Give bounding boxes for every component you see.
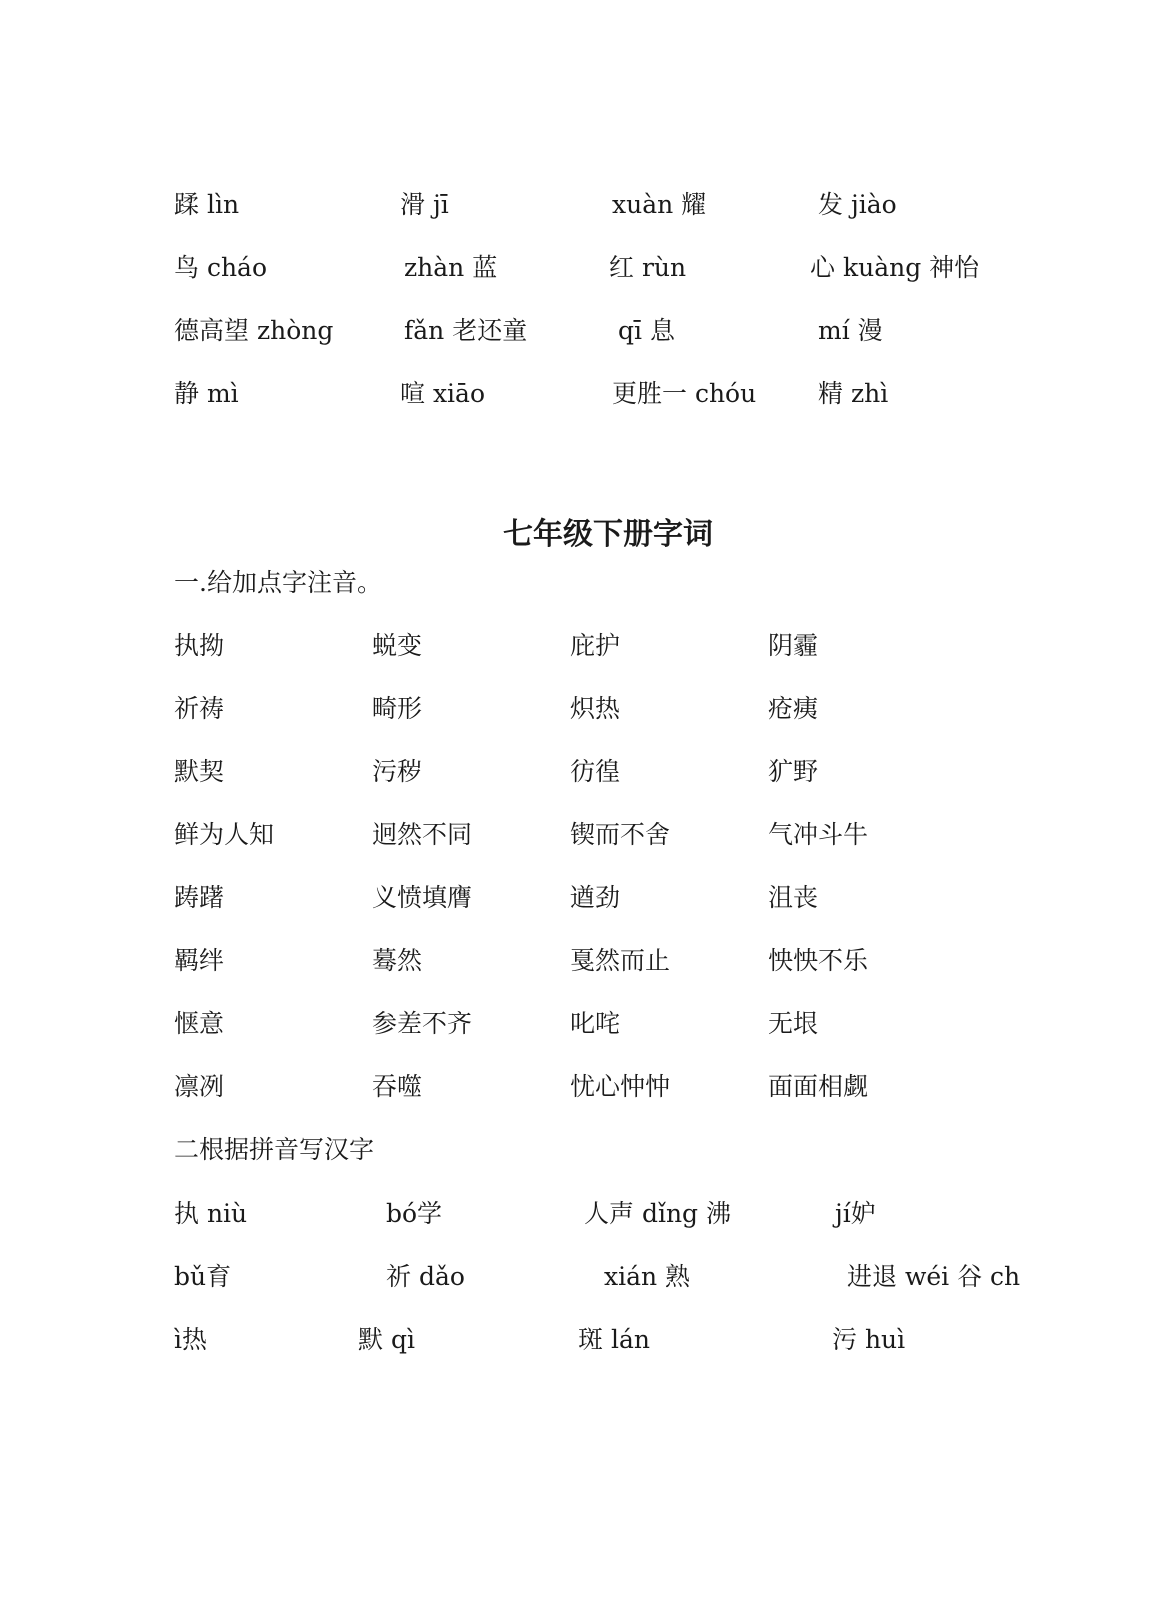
top-cell: 红 rùn (609, 253, 687, 282)
word-cell: 炽热 (570, 694, 621, 723)
word-cell: 蓦然 (372, 946, 423, 975)
word-cell: 默契 (174, 757, 225, 786)
word-cell: 面面相觑 (768, 1072, 869, 1101)
top-cell: fǎn 老还童 (404, 316, 528, 345)
word-cell: 吞噬 (372, 1072, 423, 1101)
pinyin-cell: xián 熟 (604, 1262, 691, 1291)
word-cell: 蜕变 (372, 631, 423, 660)
top-cell: qī 息 (618, 316, 675, 345)
pinyin-cell: 执 niù (174, 1199, 248, 1228)
word-cell: 凛冽 (174, 1072, 225, 1101)
word-cell: 祈祷 (174, 694, 225, 723)
top-cell: 德高望 zhòng (174, 316, 334, 345)
top-cell: 鸟 cháo (174, 253, 268, 282)
word-cell: 迥然不同 (372, 820, 473, 849)
word-cell: 戛然而止 (570, 946, 671, 975)
word-cell: 阴霾 (768, 631, 819, 660)
top-cell: 发 jiào (818, 190, 897, 219)
pinyin-cell: bó学 (386, 1199, 443, 1228)
pinyin-cell: 进退 wéi 谷 ch (847, 1262, 1021, 1291)
word-cell: 踌躇 (174, 883, 225, 912)
top-cell: 滑 jī (400, 190, 449, 219)
part2-heading: 二根据拼音写汉字 (174, 1135, 375, 1164)
word-cell: 忧心忡忡 (570, 1072, 671, 1101)
word-cell: 叱咤 (570, 1009, 621, 1038)
top-cell: xuàn 耀 (612, 190, 707, 219)
part1-heading: 一.给加点字注音。 (174, 568, 382, 597)
top-cell: 静 mì (174, 379, 239, 408)
word-cell: 畸形 (372, 694, 423, 723)
word-cell: 庇护 (570, 631, 621, 660)
section-title: 七年级下册字词 (503, 517, 713, 552)
top-cell: mí 漫 (818, 316, 883, 345)
word-cell: 沮丧 (768, 883, 819, 912)
word-cell: 鲜为人知 (174, 820, 275, 849)
word-cell: 执拗 (174, 631, 225, 660)
word-cell: 参差不齐 (372, 1009, 473, 1038)
top-cell: 心 kuàng 神怡 (810, 253, 980, 282)
pinyin-cell: 祈 dǎo (386, 1262, 465, 1291)
pinyin-cell: 人声 dǐng 沸 (584, 1199, 731, 1228)
word-cell: 遒劲 (570, 883, 621, 912)
word-cell: 羁绊 (174, 946, 225, 975)
word-cell: 怏怏不乐 (768, 946, 869, 975)
pinyin-cell: jí妒 (835, 1199, 876, 1228)
word-cell: 惬意 (174, 1009, 225, 1038)
top-cell: 精 zhì (818, 379, 889, 408)
top-cell: 更胜一 chóu (612, 379, 757, 408)
word-cell: 锲而不舍 (570, 820, 671, 849)
pinyin-cell: ì热 (174, 1325, 207, 1354)
pinyin-cell: 斑 lán (578, 1325, 650, 1354)
word-cell: 犷野 (768, 757, 819, 786)
word-cell: 污秽 (372, 757, 423, 786)
word-cell: 无垠 (768, 1009, 819, 1038)
pinyin-cell: 污 huì (832, 1325, 906, 1354)
pinyin-cell: bǔ育 (174, 1262, 232, 1291)
word-cell: 气冲斗牛 (768, 820, 869, 849)
top-cell: zhàn 蓝 (404, 253, 498, 282)
word-cell: 义愤填膺 (372, 883, 473, 912)
word-cell: 彷徨 (570, 757, 621, 786)
top-cell: 蹂 lìn (174, 190, 240, 219)
word-cell: 疮痍 (768, 694, 819, 723)
top-cell: 喧 xiāo (400, 379, 485, 408)
pinyin-cell: 默 qì (358, 1325, 415, 1354)
